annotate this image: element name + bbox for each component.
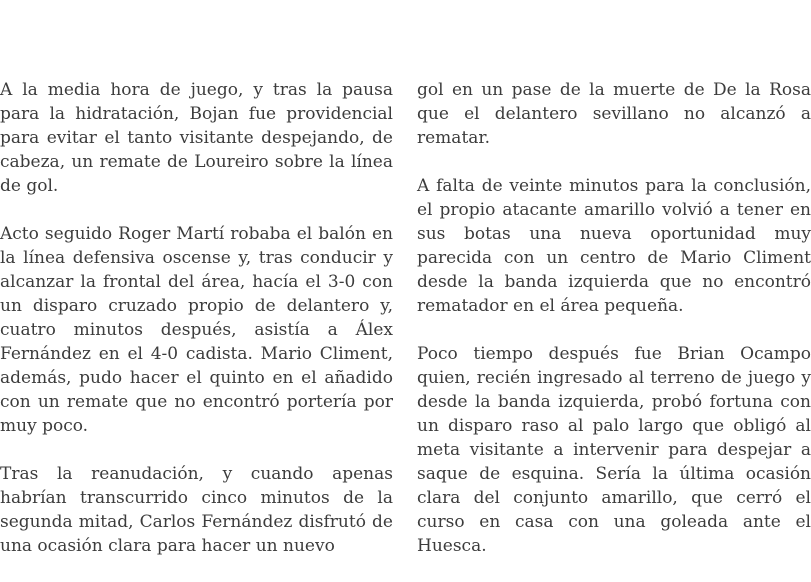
right-column	[417, 78, 811, 582]
left-column	[0, 78, 393, 582]
article-body	[0, 78, 811, 582]
paragraph: Poco tiempo después fue Brian Ocampo quien, recién ingresado al terreno de juego y desde la banda izquierda, probó fortuna con un disparo raso al palo largo que obligó al meta visitante a intervenir para despejar a saque de esquina. Sería la última ocasión clara del conjunto amarillo, que cerró el curso en casa con una goleada ante el Huesca.	[417, 344, 811, 556]
paragraph: A la media hora de juego, y tras la pausa para la hidratación, Bojan fue providencial para evitar el tanto visitante despejando, de cabeza, un remate de Loureiro sobre la línea de gol.	[0, 80, 393, 196]
paragraph: gol en un pase de la muerte de De la Rosa que el delantero sevillano no alcanzó a rematar.	[417, 80, 811, 148]
paragraph: Tras la reanudación, y cuando apenas habrían transcurrido cinco minutos de la segunda mitad, Carlos Fernández disfrutó de una ocasión clara para hacer un nuevo	[0, 464, 393, 556]
paragraph: Acto seguido Roger Martí robaba el balón en la línea defensiva oscense y, tras conducir y alcanzar la frontal del área, hacía el 3-0 con un disparo cruzado propio de delantero y, cuatro minutos después, asistía a Álex Fernández en el 4-0 cadista. Mario Climent, además, pudo hacer el quinto en el añadido con un remate que no encontró portería por muy poco.	[0, 224, 393, 436]
paragraph: A falta de veinte minutos para la conclusión, el propio atacante amarillo volvió a tener en sus botas una nueva oportunidad muy parecida con un centro de Mario Climent desde la banda izquierda que no encontró rematador en el área pequeña.	[417, 176, 811, 316]
